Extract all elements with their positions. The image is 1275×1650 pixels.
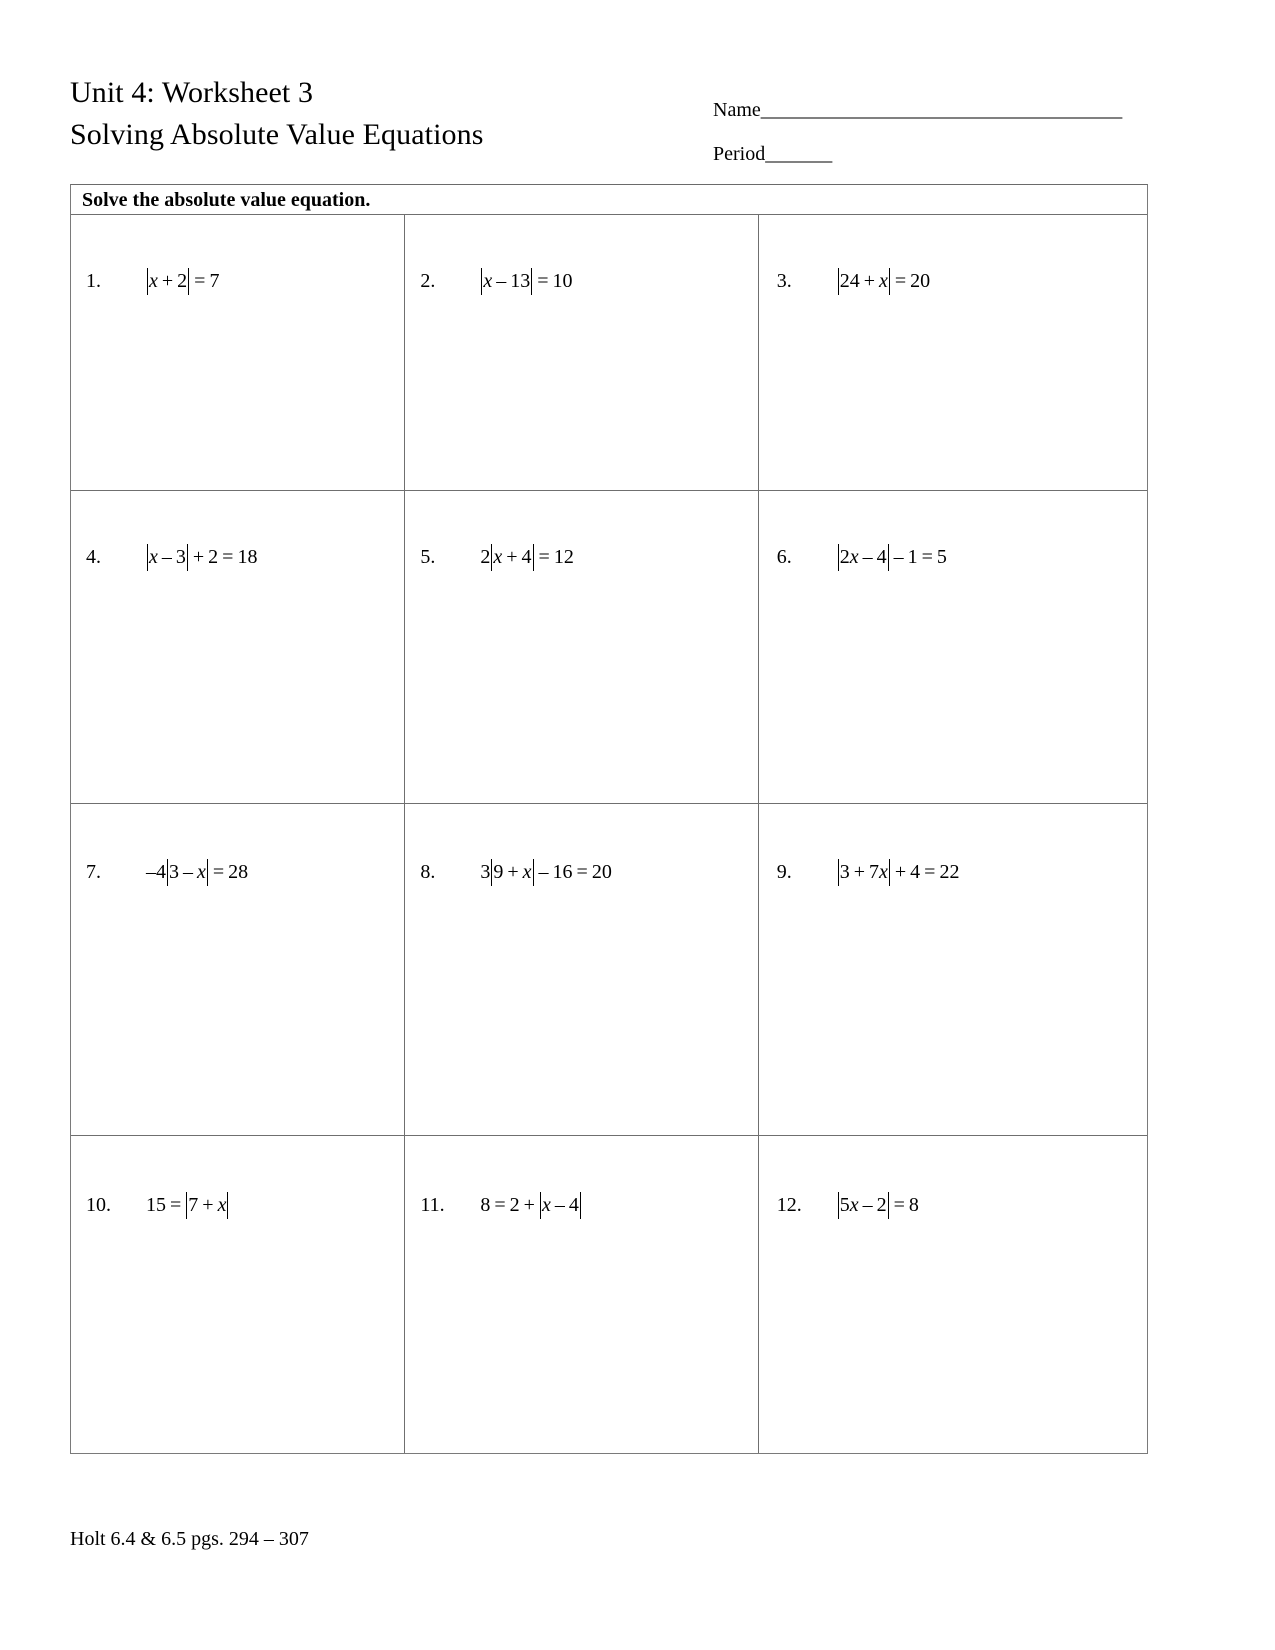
problem-cell-2[interactable] — [405, 215, 758, 490]
table-row — [71, 1136, 1147, 1453]
problem-content — [71, 267, 404, 294]
abs-bar-icon — [533, 859, 534, 886]
problem-content — [405, 1191, 757, 1218]
abs-bar-icon — [186, 1192, 187, 1219]
problem-number: 11. — [420, 1194, 445, 1216]
problem-number: 2. — [420, 270, 436, 292]
problem-equation: 8 = 2 + x – 4 — [480, 1191, 581, 1218]
abs-bar-icon — [838, 268, 839, 295]
problem-number: 12. — [776, 1194, 802, 1216]
problem-cell-7[interactable] — [71, 804, 405, 1135]
abs-bar-icon — [187, 544, 188, 571]
problem-cell-9[interactable] — [759, 804, 1147, 1135]
table-row — [71, 215, 1147, 491]
abs-bar-icon — [533, 544, 534, 571]
problem-table — [70, 184, 1148, 1454]
problem-cell-3[interactable] — [759, 215, 1147, 490]
period-blank-line: _______ — [765, 143, 832, 165]
problem-cell-10[interactable] — [71, 1136, 405, 1453]
page-footer: Holt 6.4 & 6.5 pgs. 294 – 307 — [70, 1528, 309, 1550]
problem-number: 10. — [86, 1194, 111, 1216]
name-blank-line: ______________________________________ — [760, 99, 1122, 121]
problem-equation: 15 = 7 + x — [146, 1191, 229, 1218]
abs-bar-icon — [227, 1192, 228, 1219]
name-label: Name — [713, 99, 761, 121]
abs-bar-icon — [889, 859, 890, 886]
table-row — [71, 804, 1147, 1136]
problem-cell-6[interactable] — [759, 491, 1147, 803]
problem-equation: x – 3 + 2 = 18 — [146, 543, 257, 570]
page-header — [70, 72, 1160, 172]
problem-number: 1. — [86, 270, 101, 292]
problem-equation: 24 + x = 20 — [837, 267, 930, 294]
problem-content — [71, 1191, 404, 1218]
problem-content — [405, 267, 757, 294]
abs-bar-icon — [491, 859, 492, 886]
problem-content — [405, 858, 757, 885]
abs-bar-icon — [888, 1192, 889, 1219]
period-label: Period — [713, 143, 766, 165]
problem-number: 4. — [86, 546, 101, 568]
problem-number: 6. — [776, 546, 792, 568]
problem-number: 9. — [776, 861, 792, 883]
abs-bar-icon — [540, 1192, 541, 1219]
problem-content — [405, 543, 757, 570]
problem-cell-1[interactable] — [71, 215, 405, 490]
instruction-row — [71, 185, 1147, 215]
abs-bar-icon — [167, 859, 168, 886]
abs-bar-icon — [889, 268, 890, 295]
problem-equation: 5x – 2 = 8 — [837, 1191, 919, 1218]
abs-bar-icon — [580, 1192, 581, 1219]
problem-equation: 2 x + 4 = 12 — [480, 543, 573, 570]
abs-bar-icon — [188, 268, 189, 295]
abs-bar-icon — [491, 544, 492, 571]
problem-content — [71, 543, 404, 570]
problem-cell-8[interactable] — [405, 804, 758, 1135]
abs-bar-icon — [147, 268, 148, 295]
problem-number: 5. — [420, 546, 436, 568]
instruction-text: Solve the absolute value equation. — [82, 188, 371, 211]
problem-equation: x + 2 = 7 — [146, 267, 219, 294]
problem-equation: x – 13 = 10 — [480, 267, 572, 294]
worksheet-title-line-2: Solving Absolute Value Equations — [70, 118, 484, 151]
worksheet-title-line-1: Unit 4: Worksheet 3 — [70, 76, 314, 109]
problem-number: 8. — [420, 861, 436, 883]
problem-content — [759, 543, 1147, 570]
problem-content — [759, 858, 1147, 885]
abs-bar-icon — [531, 268, 532, 295]
problem-cell-11[interactable] — [405, 1136, 758, 1453]
abs-bar-icon — [838, 544, 839, 571]
problem-cell-5[interactable] — [405, 491, 758, 803]
abs-bar-icon — [147, 544, 148, 571]
problem-equation: 2x – 4 – 1 = 5 — [837, 543, 947, 570]
problem-cell-4[interactable] — [71, 491, 405, 803]
student-info-block — [713, 88, 1163, 176]
problem-equation: –4 3 – x = 28 — [146, 858, 248, 885]
problem-content — [759, 267, 1147, 294]
problem-number: 3. — [776, 270, 792, 292]
abs-bar-icon — [838, 859, 839, 886]
abs-bar-icon — [888, 544, 889, 571]
title-block — [70, 72, 690, 156]
period-field-row[interactable] — [713, 132, 1163, 176]
abs-bar-icon — [838, 1192, 839, 1219]
abs-bar-icon — [207, 859, 208, 886]
problem-cell-12[interactable] — [759, 1136, 1147, 1453]
table-row — [71, 491, 1147, 804]
problem-content — [71, 858, 404, 885]
name-field-row[interactable] — [713, 88, 1163, 132]
problem-equation: 3 + 7x + 4 = 22 — [837, 858, 960, 885]
problem-content — [759, 1191, 1147, 1218]
problem-equation: 3 9 + x – 16 = 20 — [480, 858, 611, 885]
abs-bar-icon — [481, 268, 482, 295]
problem-number: 7. — [86, 861, 101, 883]
